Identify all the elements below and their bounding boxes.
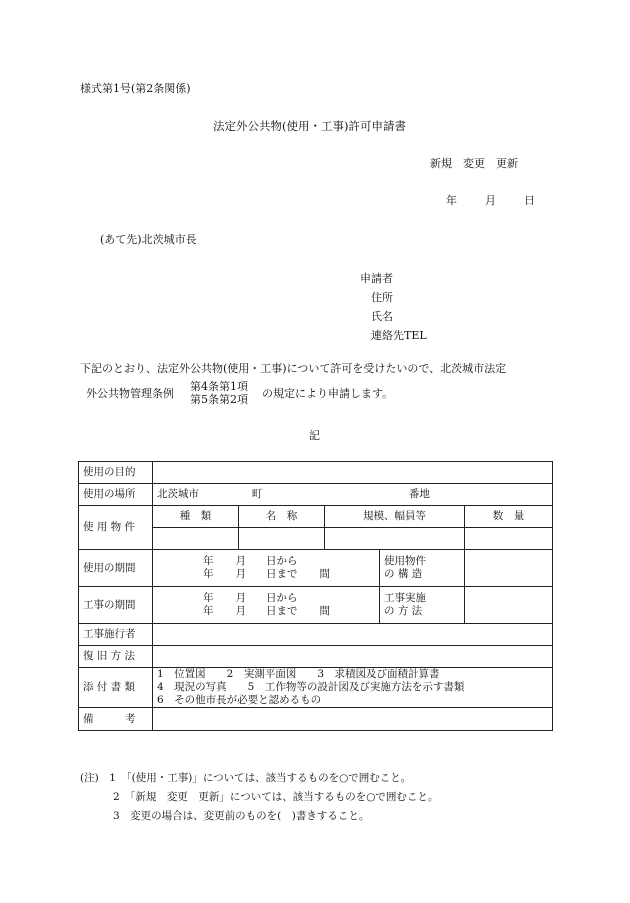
method-label-2: の 方 法 [384,605,423,617]
application-table [78,461,553,731]
work-period-value[interactable] [153,587,380,624]
period-to: 日まで [266,568,298,580]
attach-line-2: 4 現況の写真 5 工作物等の設計図及び実施方法を示す書類 [157,681,465,693]
use-period-label: 使用の期間 [79,550,153,587]
period-month: 月 [235,568,246,580]
remarks-value[interactable] [153,708,553,731]
table-row [79,506,553,528]
structure-label-1: 使用物件 [384,555,426,567]
place-city: 北茨城市 [157,488,199,500]
property-label: 使 用 物 件 [79,506,153,550]
body-text-line2-prefix: 外公共物管理条例 [86,387,174,400]
notes-block [80,769,438,826]
table-row [79,624,553,646]
period-year: 年 [203,592,214,604]
structure-label [380,550,465,587]
note-3: 3 変更の場合は、変更前のものを( )書きすること。 [113,810,370,822]
restore-label: 復 旧 方 法 [79,646,153,668]
prop-qty-cell[interactable] [465,528,553,550]
period-from: 日から [266,592,298,604]
document-title: 法定外公共物(使用・工事)許可申請書 [213,119,406,133]
purpose-value[interactable] [153,462,553,484]
period-year: 年 [203,605,214,617]
form-number: 様式第1号(第2条関係) [80,82,191,95]
period-to: 日まで [266,605,298,617]
method-label [380,587,465,624]
date-line [446,195,535,206]
applicant-heading: 申請者 [360,272,393,285]
attach-line-1: 1 位置図 2 実測平面図 3 求積図及び面積計算書 [157,668,440,680]
use-period-value[interactable] [153,550,380,587]
structure-label-2: の 構 造 [384,568,423,580]
clause-options [190,380,248,406]
application-types: 新規 変更 更新 [430,157,518,170]
date-day: 日 [524,194,535,207]
note-2: 2 「新規 変更 更新」については、該当するものを○で囲むこと。 [113,791,439,803]
applicant-tel: 連絡先TEL [371,329,427,342]
place-value[interactable] [153,484,553,506]
structure-value[interactable] [465,550,553,587]
applicant-block [360,269,427,345]
ki-heading: 記 [309,429,320,442]
contractor-label: 工事施行者 [79,624,153,646]
prop-scale-cell[interactable] [325,528,465,550]
body-text-line1: 下記のとおり、法定外公共物(使用・工事)について許可を受けたいので、北茨城市法定 [80,362,507,375]
period-month: 月 [235,605,246,617]
table-row [79,484,553,506]
body-text-line2-suffix: の規定により申請します。 [262,387,394,400]
prop-header-qty: 数 量 [465,506,553,528]
period-month: 月 [235,592,246,604]
table-row [79,708,553,731]
addressee: (あて先)北茨城市長 [100,233,197,246]
attach-list [153,668,553,708]
table-row [79,587,553,624]
clause-a: 第4条第1項 [190,380,248,393]
purpose-label: 使用の目的 [79,462,153,484]
attach-line-3: 6 その他市長が必要と認めるもの [157,694,322,706]
place-town: 町 [251,488,263,500]
applicant-address: 住所 [371,291,393,304]
period-from: 日から [266,555,298,567]
prop-name-cell[interactable] [239,528,325,550]
restore-value[interactable] [153,646,553,668]
clause-b: 第5条第2項 [190,393,248,406]
date-year: 年 [446,194,457,207]
date-month: 月 [485,194,496,207]
attach-label: 添 付 書 類 [79,668,153,708]
method-value[interactable] [465,587,553,624]
table-row [79,550,553,587]
applicant-name: 氏名 [371,310,393,323]
table-row [79,462,553,484]
period-days: 間 [319,568,330,580]
table-row [79,668,553,708]
note-1: (注) 1 「(使用・工事)」については、該当するものを○で囲むこと。 [80,772,412,784]
table-row [79,646,553,668]
prop-header-scale: 規模、幅員等 [325,506,465,528]
period-year: 年 [203,568,214,580]
place-label: 使用の場所 [79,484,153,506]
period-year: 年 [203,555,214,567]
period-days: 間 [319,605,330,617]
contractor-value[interactable] [153,624,553,646]
remarks-label: 備 考 [79,708,153,731]
place-lot: 番地 [408,488,430,500]
period-month: 月 [235,555,246,567]
prop-header-name: 名 称 [239,506,325,528]
prop-header-type: 種 類 [153,506,239,528]
prop-type-cell[interactable] [153,528,239,550]
method-label-1: 工事実施 [384,592,426,604]
work-period-label: 工事の期間 [79,587,153,624]
